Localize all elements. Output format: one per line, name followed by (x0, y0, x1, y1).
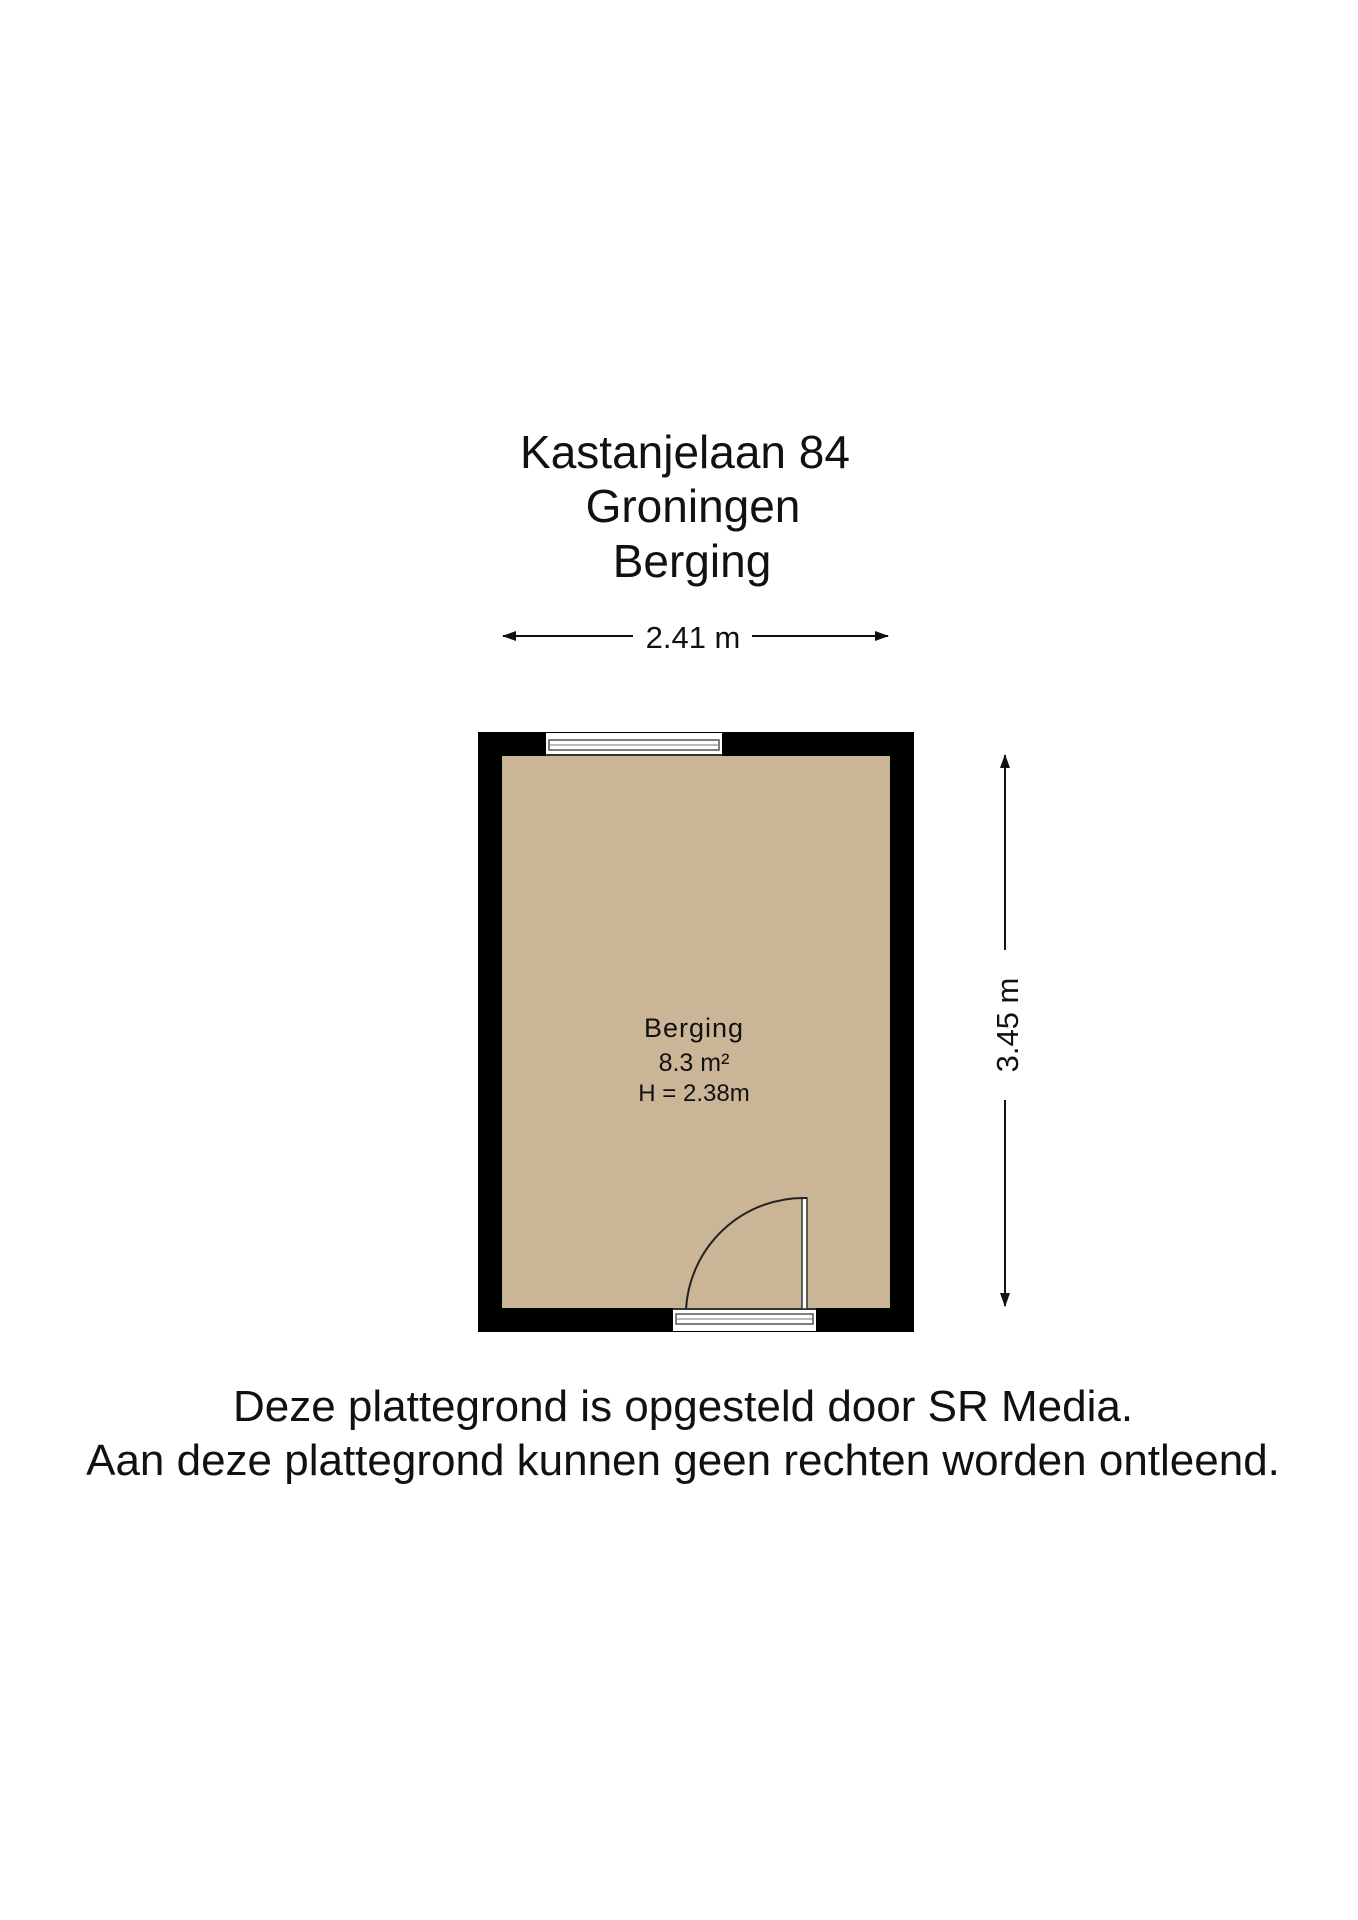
room-area-label: 8.3 m² (658, 1049, 730, 1077)
floor-title: Berging (612, 535, 772, 587)
address-title: Kastanjelaan 84 (520, 426, 850, 478)
disclaimer-line-2: Aan deze plattegrond kunnen geen rechten worden ontleend. (86, 1436, 1280, 1485)
disclaimer-line-1: Deze plattegrond is opgesteld door SR Media. (232, 1382, 1134, 1431)
width-dimension (503, 620, 888, 655)
top-window (546, 733, 722, 755)
room-height-label: H = 2.38m (638, 1080, 750, 1107)
room-name-label: Berging (643, 1013, 745, 1043)
height-dimension (990, 755, 1025, 1306)
city-title: Groningen (585, 480, 801, 532)
width-dimension-label: 2.41 m (645, 620, 741, 655)
door-leaf (802, 1198, 807, 1309)
height-dimension-label: 3.45 m (990, 977, 1025, 1073)
